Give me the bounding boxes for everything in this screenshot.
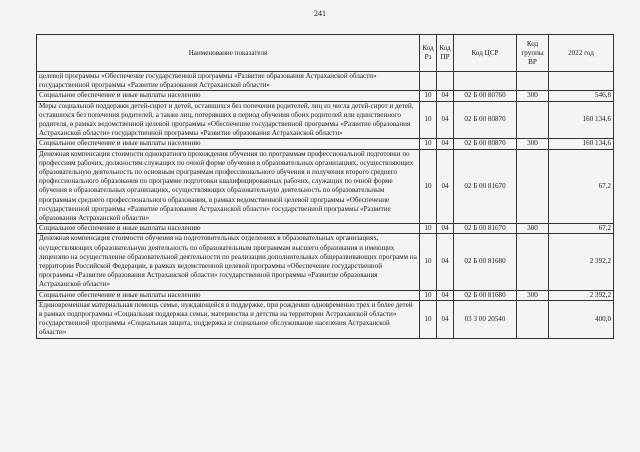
row-vr: 300 (517, 290, 549, 300)
row-vr (517, 72, 549, 91)
row-rz: 10 (420, 290, 437, 300)
table-row (37, 224, 614, 234)
row-rz: 10 (420, 139, 437, 149)
row-vr (517, 101, 549, 139)
row-amount: 160 134,6 (549, 101, 614, 139)
row-rz: 10 (420, 300, 437, 338)
row-pr: 04 (437, 139, 454, 149)
row-name: Социальное обеспечение и иные выплаты населению (37, 139, 420, 149)
header-year: 2022 год (549, 35, 614, 72)
header-rz: Код Рз (420, 35, 437, 72)
row-csr: 03 3 00 20540 (454, 300, 517, 338)
row-vr (517, 300, 549, 338)
row-rz: 10 (420, 101, 437, 139)
row-csr: 02 Б 00 81670 (454, 224, 517, 234)
row-amount: 546,8 (549, 91, 614, 101)
row-rz: 10 (420, 149, 437, 224)
row-pr: 04 (437, 300, 454, 338)
table-row (37, 72, 614, 91)
row-pr: 04 (437, 101, 454, 139)
row-pr: 04 (437, 234, 454, 290)
row-rz (420, 72, 437, 91)
row-name: Социальное обеспечение и иные выплаты населению (37, 290, 420, 300)
row-name: Меры социальной поддержки детей-сирот и детей, оставшихся без попечения родителей, лиц из числа детей-сирот и детей, оставшихся без попечения родителей, а также лиц, потерявших в период обучения обоих родителей или единственного родителя, в рамках ведомственной целевой программы «Обеспечение государственной программы «Развитие образования Астраханской области» государственной программы «Развитие образования Астраханской области» (37, 101, 420, 139)
row-pr: 04 (437, 149, 454, 224)
row-name: Денежная компенсация стоимости однократного прохождения обучения по программам профессиональной подготовки по профессиям рабочих, должностям служащих по очной форме обучения в образовательных организациях, осуществляющих образовательную деятельность по основным программам профессионального обучения и получения второго среднего профессионального образования по программе подготовки квалифицированных рабочих, служащих по очной форме обучения в образовательных организациях, осуществляющих образовательную деятельность по образовательным программам среднего профессионального образования, в рамках ведомственной целевой программы «Обеспечение государственной программы «Развитие образования Астраханской области» государственной программы «Развитие образования Астраханской области» (37, 149, 420, 224)
row-amount: 2 392,2 (549, 234, 614, 290)
row-pr: 04 (437, 290, 454, 300)
row-vr (517, 149, 549, 224)
table-row (37, 91, 614, 101)
table-row (37, 149, 614, 224)
table-header-row (37, 35, 614, 72)
row-amount: 67,2 (549, 149, 614, 224)
header-vr: Код группы ВР (517, 35, 549, 72)
row-pr (437, 72, 454, 91)
row-amount: 160 134,6 (549, 139, 614, 149)
row-csr: 02 Б 00 80870 (454, 139, 517, 149)
header-name: Наименование показателя (37, 35, 420, 72)
page-number: 241 (314, 9, 326, 18)
budget-table (36, 34, 614, 339)
table-row (37, 139, 614, 149)
row-name: Социальное обеспечение и иные выплаты населению (37, 224, 420, 234)
row-name: Социальное обеспечение и иные выплаты населению (37, 91, 420, 101)
row-amount: 400,0 (549, 300, 614, 338)
row-amount: 67,2 (549, 224, 614, 234)
row-rz: 10 (420, 91, 437, 101)
header-pr: Код ПР (437, 35, 454, 72)
row-csr: 02 Б 00 80760 (454, 91, 517, 101)
row-pr: 04 (437, 91, 454, 101)
header-csr: Код ЦСР (454, 35, 517, 72)
table-row (37, 290, 614, 300)
row-name: Единовременная материальная помощь семье, нуждающейся в поддержке, при рождении одновременно трех и более детей в рамках подпрограммы «Социальная поддержка семьи, материнства и детства на территории Астраханской области» государственной программы «Социальная защита, поддержка и социальное обслуживание населения Астраханской области» (37, 300, 420, 338)
row-amount: 2 392,2 (549, 290, 614, 300)
row-name: целевой программы «Обеспечение государственной программы «Развитие образования Астраханской области» государственной программы «Развитие образования Астраханской области» (37, 72, 420, 91)
row-csr: 02 Б 00 81680 (454, 234, 517, 290)
table-row (37, 300, 614, 338)
row-amount (549, 72, 614, 91)
row-csr (454, 72, 517, 91)
table-row (37, 234, 614, 290)
row-csr: 02 Б 00 80870 (454, 101, 517, 139)
row-vr (517, 234, 549, 290)
row-vr: 300 (517, 91, 549, 101)
row-vr: 300 (517, 139, 549, 149)
row-pr: 04 (437, 224, 454, 234)
table-row (37, 101, 614, 139)
row-csr: 02 Б 00 81680 (454, 290, 517, 300)
row-vr: 300 (517, 224, 549, 234)
row-rz: 10 (420, 234, 437, 290)
row-csr: 02 Б 00 81670 (454, 149, 517, 224)
row-rz: 10 (420, 224, 437, 234)
row-name: Денежная компенсация стоимости обучения на подготовительных отделениях в образовательных организациях, осуществляющих образовательную деятельность по образовательным программам высшего образования и имеющих лицензию на осуществление образовательной деятельности по реализации дополнительных общеразвивающих программ на территории Российской Федерации, в рамках ведомственной целевой программы «Обеспечение государственной программы «Развитие образования Астраханской области» государственной программы «Развитие образования Астраханской области» (37, 234, 420, 290)
